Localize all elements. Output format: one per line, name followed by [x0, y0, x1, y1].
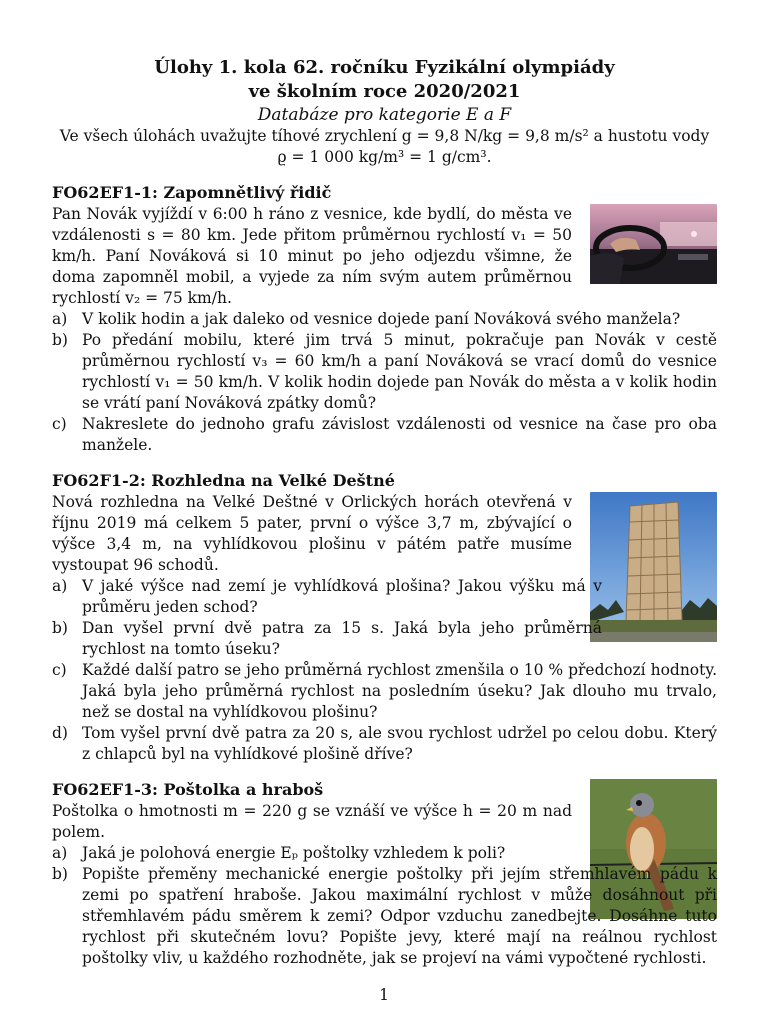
task-2-item-d: d) Tom vyšel první dvě patra za 20 s, ale svou rychlost udržel po celou dobu. Který z chlapců byl na vyhlídkové plošině dříve?: [52, 724, 717, 763]
page-title-line2: ve školním roce 2020/2021: [248, 81, 521, 102]
intro-line1: Ve všech úlohách uvažujte tíhové zrychlení g = 9,8 N/kg = 9,8 m/s² a hustotu vody: [59, 127, 710, 145]
intro-line2: ϱ = 1 000 kg/m³ = 1 g/cm³.: [277, 148, 492, 166]
task-3-heading: FO62EF1-3: Poštolka a hraboš: [52, 780, 324, 799]
task-3-text: Poštolka o hmotnosti m = 220 g se vznáší ve výšce h = 20 m nad polem.: [52, 802, 572, 841]
document-page: [52, 56, 717, 969]
task-2-text: Nová rozhledna na Velké Deštné v Orlických horách otevřená v říjnu 2019 má celkem 5 pater, první o výšce 3,7 m, zbývající o výšce 3,4 m, na vyhlídkovou plošinu v pátém patře musíme vystoupat 96 schodů.: [52, 493, 572, 574]
task-2-item-b: b) Dan vyšel první dvě patra za 15 s. Jaká byla jeho průměrná rychlost na tomto úseku?: [52, 619, 602, 658]
car-driver-photo-icon: [590, 204, 717, 284]
page-title-line1: Úlohy 1. kola 62. ročníku Fyzikální olympiády: [154, 57, 615, 78]
task-2-item-c: c) Každé další patro se jeho průměrná rychlost zmenšila o 10 % předchozí hodnoty. Jaká byla jeho průměrná rychlost na posledním úseku? Jak dlouho mu trvalo, než se dostal na vyhlídkovou plošinu?: [52, 661, 717, 721]
task-2-figure: [590, 492, 717, 642]
page-number: 1: [379, 986, 389, 1004]
task-1-item-a: a) V kolik hodin a jak daleko od vesnice dojede paní Nováková svého manžela?: [52, 310, 681, 328]
task-1: [52, 182, 717, 456]
task-1-figure: [590, 204, 717, 284]
task-2-heading: FO62F1-2: Rozhledna na Velké Deštné: [52, 471, 395, 490]
task-1-text: Pan Novák vyjíždí v 6:00 h ráno z vesnice, kde bydlí, do města ve vzdálenosti s = 80 km. Jede přitom průměrnou rychlostí v₁ = 50 km/h. Paní Nováková si 10 minut po jeho odjezdu všimne, že doma zapomněl mobil, a vyjede za ním svým autem průměrnou rychlostí v₂ = 75 km/h.: [52, 205, 572, 307]
task-1-item-c: c) Nakreslete do jednoho grafu závislost vzdálenosti od vesnice na čase pro oba manžele.: [52, 415, 717, 454]
lookout-tower-photo-icon: [590, 492, 717, 642]
task-1-items: [52, 309, 717, 456]
task-2-item-a: a) V jaké výšce nad zemí je vyhlídková plošina? Jakou výšku má v průměru jeden schod?: [52, 577, 602, 616]
task-3: [52, 779, 717, 969]
task-1-item-b: b) Po předání mobilu, které jim trvá 5 minut, pokračuje pan Novák v cestě průměrnou rychlostí v₃ = 60 km/h a paní Nováková se vrací domů do vesnice rychlostí v₁ = 50 km/h. V kolik hodin dojede pan Novák do města a v kolik hodin se vrátí paní Nováková zpátky domů?: [52, 331, 717, 412]
task-2: [52, 470, 717, 765]
page-subtitle: Databáze pro kategorie E a F: [257, 105, 512, 125]
task-1-heading: FO62EF1-1: Zapomnětlivý řidič: [52, 183, 332, 202]
task-3-item-b: b) Popište přeměny mechanické energie poštolky při jejím střemhlavém pádu k zemi po spatření hraboše. Jakou maximální rychlost v může dosáhnout při střemhlavém pádu směrem k zemi? Odpor vzduchu zanedbejte. Dosáhne tuto rychlost při skutečném lovu? Popište jevy, které mají na reálnou rychlost poštolky vliv, u každého rozhodněte, jak se projeví na vámi vypočtené rychlosti.: [52, 865, 717, 967]
task-3-item-a: a) Jaká je polohová energie Eₚ poštolky vzhledem k poli?: [52, 844, 506, 862]
